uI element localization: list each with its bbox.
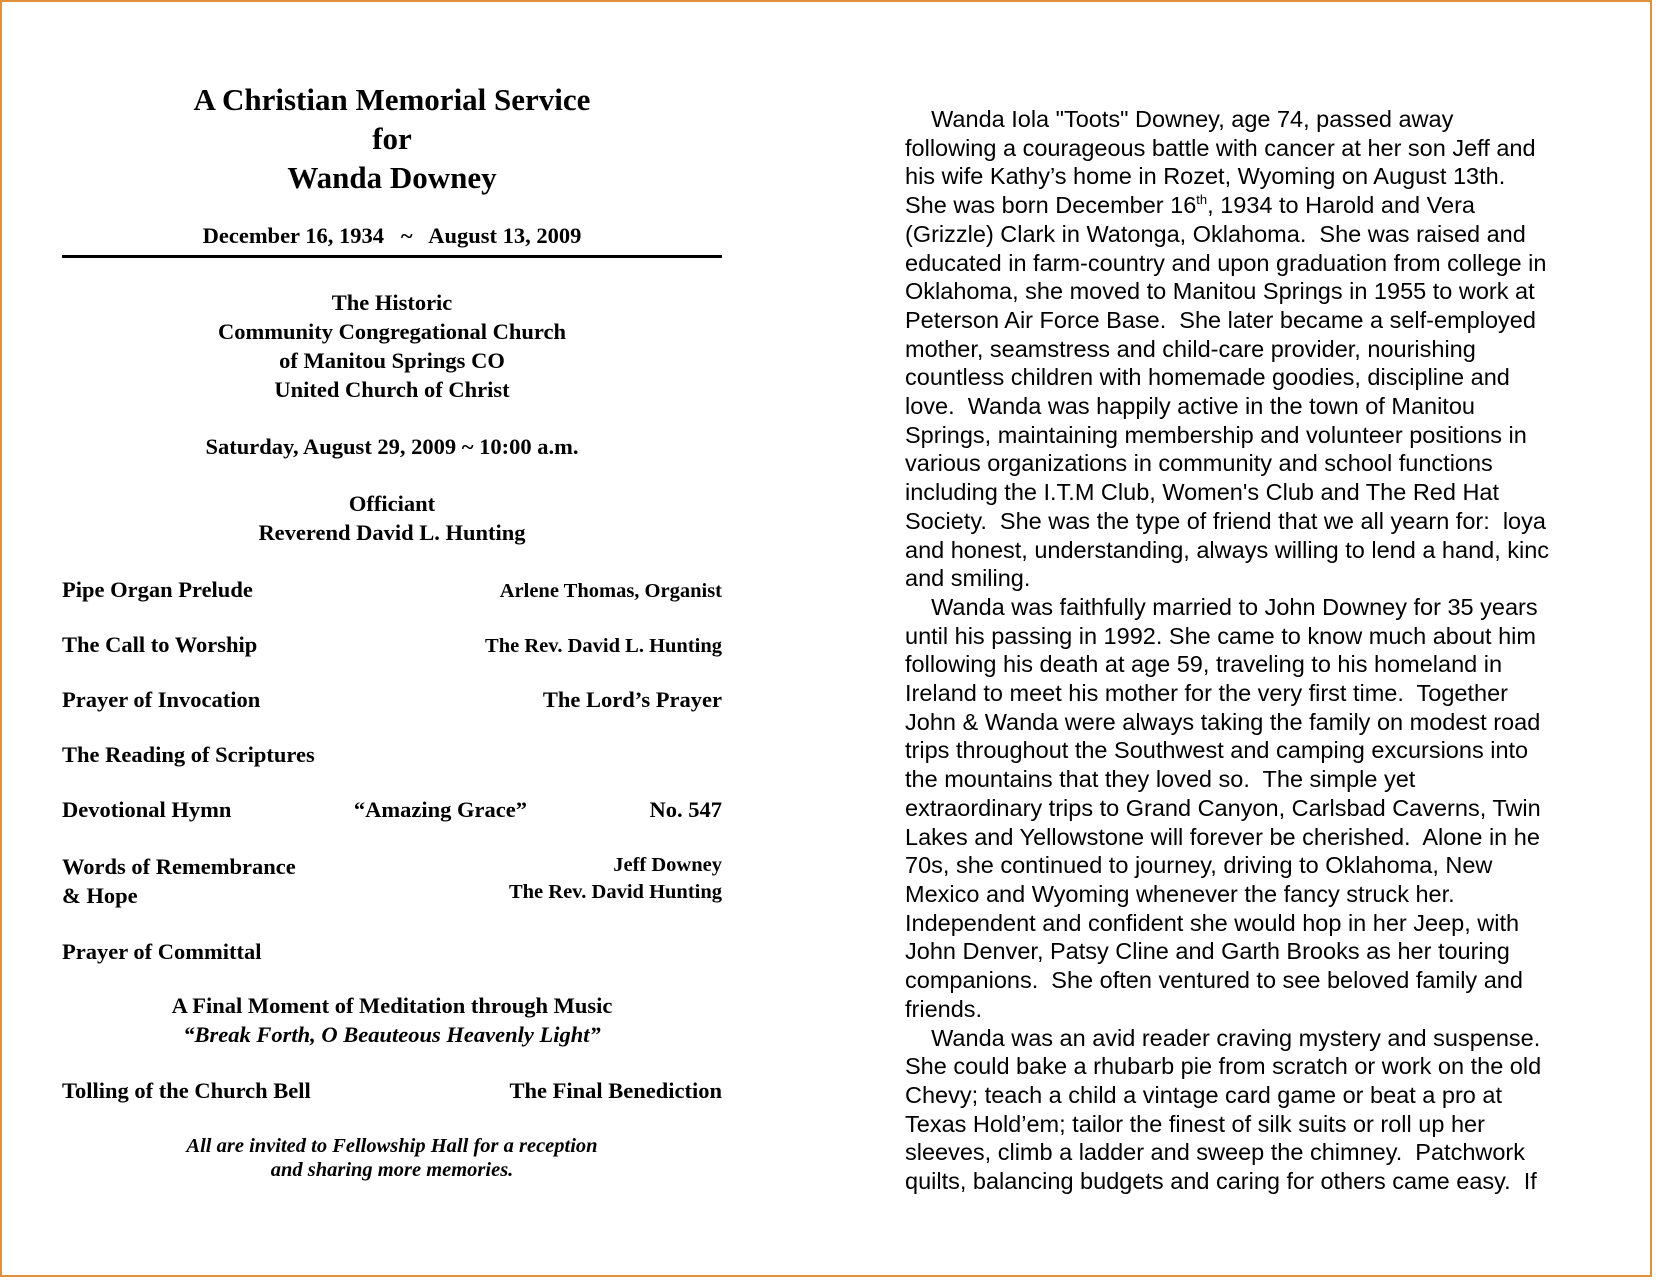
officiant-label: Officiant <box>348 491 436 516</box>
ordinal-suffix: th <box>1196 192 1208 208</box>
obituary-line: Society. She was the type of friend that we all yearn for: loya <box>905 507 1546 534</box>
obituary-text <box>905 105 1585 1196</box>
obituary-line: mother, seamstress and child-care provider, nourishing <box>905 335 1476 362</box>
obituary-line: Mexico and Wyoming whenever the fancy struck her. <box>905 880 1455 907</box>
obituary-line <box>905 191 1585 220</box>
order-of-service-panel <box>62 80 722 1182</box>
obituary-line: Ireland to meet his mother for the very first time. Together <box>905 680 1508 707</box>
obituary-line: following his death at age 59, traveling to his homeland in <box>905 651 1503 678</box>
program-item-detail: The Lord’s Prayer <box>542 687 722 712</box>
obituary-line: his wife Kathy’s home in Rozet, Wyoming on August 13th. <box>905 163 1506 190</box>
obituary-text-span: She was born December 16 <box>905 192 1197 219</box>
obituary-line: friends. <box>905 995 983 1022</box>
obituary-line: John & Wanda were always taking the family on modest road <box>905 708 1541 735</box>
church-line-2: Community Congregational Church <box>218 319 566 344</box>
obituary-line: Independent and confident she would hop in her Jeep, with <box>905 909 1520 936</box>
service-datetime: Saturday, August 29, 2009 ~ 10:00 a.m. <box>205 434 579 459</box>
program-item-label: Tolling of the Church Bell <box>62 1078 311 1103</box>
program-item-performer: Arlene Thomas, Organist <box>499 580 722 602</box>
obituary-line: Wanda was faithfully married to John Downey for 35 years <box>905 593 1538 620</box>
program-item-label: Prayer of Invocation <box>62 687 261 712</box>
service-heading <box>62 80 722 249</box>
obituary-line: Peterson Air Force Base. She later became a self-employed <box>905 306 1536 333</box>
obituary-line: sleeves, climb a ladder and sweep the chimney. Patchwork <box>905 1139 1526 1166</box>
service-title-for: for <box>372 121 412 156</box>
obituary-line: Wanda Iola "Toots" Downey, age 74, passed away <box>905 106 1454 132</box>
meditation-title: A Final Moment of Meditation through Music <box>171 993 613 1018</box>
hymn-number: No. 547 <box>649 797 722 822</box>
reception-invitation <box>62 1134 722 1182</box>
obituary-line: various organizations in community and school functions <box>905 450 1493 477</box>
church-line-1: The Historic <box>331 290 453 315</box>
obituary-line: Chevy; teach a child a vintage card game or beat a pro at <box>905 1081 1502 1108</box>
program-item-speaker-1: Jeff Downey <box>613 854 722 876</box>
program-item-label: The Reading of Scriptures <box>62 742 315 767</box>
obituary-line: love. Wanda was happily active in the town of Manitou <box>905 393 1475 420</box>
obituary-line: and smiling. <box>905 565 1031 592</box>
obituary-line: until his passing in 1992. She came to know much about him <box>905 622 1536 649</box>
program-items <box>62 577 722 1182</box>
obituary-text-span: , 1934 to Harold and Vera <box>1207 192 1475 219</box>
invitation-line-2: and sharing more memories. <box>270 1159 514 1181</box>
program-item-tolling <box>62 1078 722 1104</box>
obituary-line: Lakes and Yellowstone will forever be cherished. Alone in he <box>905 823 1540 850</box>
deceased-name: Wanda Downey <box>287 160 497 195</box>
program-item-label: Prayer of Committal <box>62 939 262 964</box>
hymn-title: “Amazing Grace” <box>353 797 527 822</box>
service-title: A Christian Memorial Service <box>193 82 591 117</box>
meditation-block <box>62 991 722 1049</box>
obituary-line: John Denver, Patsy Cline and Garth Brooks as her touring <box>905 938 1510 965</box>
obituary-line: and honest, understanding, always willing to lend a hand, kinc <box>905 536 1550 563</box>
program-item-label: Pipe Organ Prelude <box>62 577 253 602</box>
program-item-label: Words of Remembrance <box>62 854 296 879</box>
obituary-line: trips throughout the Southwest and camping excursions into <box>905 737 1529 764</box>
program-item-committal <box>62 939 722 965</box>
obituary-line: quilts, balancing budgets and caring for others came easy. If <box>905 1168 1537 1195</box>
officiant-block <box>62 489 722 547</box>
heading-divider <box>62 255 722 258</box>
program-item-hymn <box>62 797 722 823</box>
program-item-scriptures <box>62 742 722 768</box>
program-item-label: Devotional Hymn <box>62 797 232 822</box>
obituary-line: Oklahoma, she moved to Manitou Springs in 1955 to work at <box>905 278 1535 305</box>
obituary-line: Texas Hold’em; tailor the finest of silk suits or roll up her <box>905 1110 1485 1137</box>
obituary-line: Springs, maintaining membership and volunteer positions in <box>905 421 1527 448</box>
life-dates: December 16, 1934 ~ August 13, 2009 <box>202 223 582 248</box>
obituary-line: companions. She often ventured to see beloved family and <box>905 967 1523 994</box>
obituary-line: She could bake a rhubarb pie from scratch or work on the old <box>905 1053 1542 1080</box>
church-line-3: of Manitou Springs CO <box>279 348 505 373</box>
obituary-line: Wanda was an avid reader craving mystery and suspense. <box>905 1024 1541 1051</box>
meditation-piece: “Break Forth, O Beauteous Heavenly Light” <box>183 1022 601 1047</box>
church-line-4: United Church of Christ <box>274 377 510 402</box>
program-item-invocation <box>62 687 722 713</box>
obituary-line: educated in farm-country and upon graduation from college in <box>905 249 1547 276</box>
obituary-line: countless children with homemade goodies, discipline and <box>905 364 1510 391</box>
program-item-performer: The Rev. David L. Hunting <box>485 635 722 657</box>
program-item-benediction: The Final Benediction <box>509 1078 722 1103</box>
church-info <box>62 288 722 404</box>
obituary-line: (Grizzle) Clark in Watonga, Oklahoma. She was raised and <box>905 220 1526 247</box>
program-item-remembrance <box>62 852 722 910</box>
program-item-call-to-worship <box>62 632 722 658</box>
program-item-prelude <box>62 577 722 603</box>
program-item-label-cont: & Hope <box>62 883 138 908</box>
program-item-label: The Call to Worship <box>62 632 258 657</box>
program-item-speaker-2: The Rev. David Hunting <box>508 881 722 903</box>
invitation-line-1: All are invited to Fellowship Hall for a reception <box>186 1135 598 1157</box>
obituary-line: following a courageous battle with cancer at her son Jeff and <box>905 134 1536 161</box>
obituary-line: including the I.T.M Club, Women's Club and The Red Hat <box>905 479 1500 506</box>
officiant-name: Reverend David L. Hunting <box>258 520 526 545</box>
obituary-line: extraordinary trips to Grand Canyon, Carlsbad Caverns, Twin <box>905 794 1541 821</box>
obituary-line: the mountains that they loved so. The simple yet <box>905 766 1416 793</box>
obituary-line: 70s, she continued to journey, driving to Oklahoma, New <box>905 852 1493 879</box>
